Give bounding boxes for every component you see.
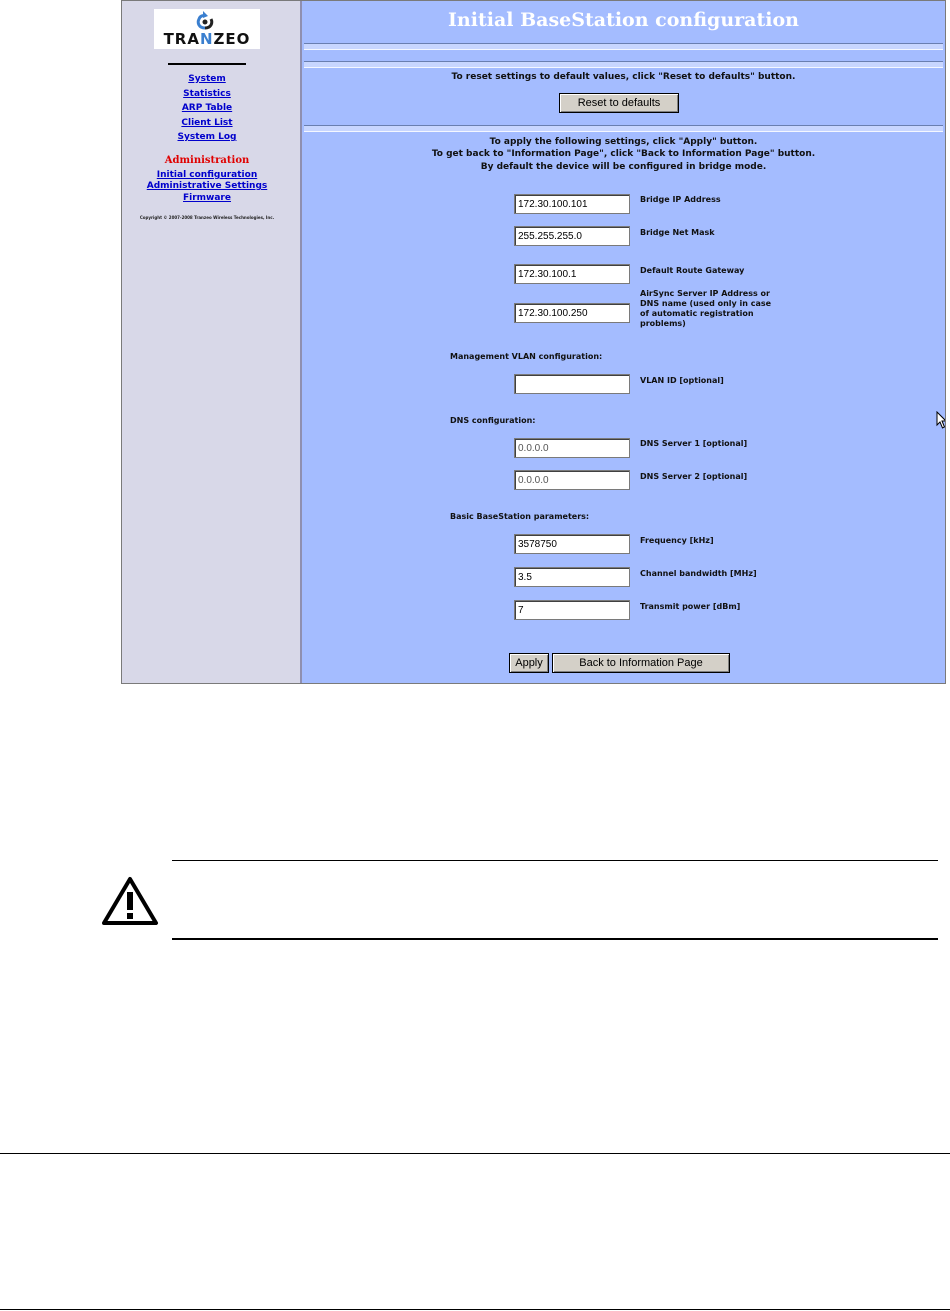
- separator: [304, 125, 943, 132]
- nav-link-initial-configuration[interactable]: Initial configuration: [156, 170, 258, 180]
- frequency-input[interactable]: [514, 534, 630, 554]
- vlan-id-input[interactable]: [514, 374, 630, 394]
- airsync-server-label: AirSync Server IP Address or DNS name (used only in case of automatic registration problems): [640, 289, 772, 328]
- bridge-mask-label: Bridge Net Mask: [640, 228, 715, 237]
- main-panel: [302, 1, 945, 683]
- dns-server-2-input[interactable]: [514, 470, 630, 490]
- copyright-text: Copyright © 2007-2008 Tranzeo Wireless Technologies, Inc.: [139, 215, 275, 220]
- separator: [304, 61, 943, 68]
- channel-bandwidth-input[interactable]: [514, 567, 630, 587]
- warning-triangle-icon: [101, 876, 159, 926]
- gateway-input[interactable]: [514, 264, 630, 284]
- reset-message: To reset settings to default values, click "Reset to defaults" button.: [451, 72, 796, 82]
- tranzeo-logo: [154, 9, 260, 49]
- caution-bottom-rule: [172, 938, 938, 940]
- nav-link-client-list[interactable]: Client List: [181, 118, 233, 128]
- basic-parameters-heading: Basic BaseStation parameters:: [450, 512, 590, 521]
- bridge-ip-label: Bridge IP Address: [640, 195, 721, 204]
- transmit-power-input[interactable]: [514, 600, 630, 620]
- apply-message-1: To apply the following settings, click "Apply" button.: [489, 137, 758, 147]
- dns-server-1-label: DNS Server 1 [optional]: [640, 439, 748, 448]
- nav-link-system[interactable]: System: [188, 74, 226, 84]
- sidebar: [122, 1, 302, 683]
- apply-message-3: By default the device will be configured in bridge mode.: [480, 162, 767, 172]
- nav-link-firmware[interactable]: Firmware: [183, 193, 231, 203]
- logo-text: TRANZEO: [163, 30, 251, 48]
- transmit-power-label: Transmit power [dBm]: [640, 602, 741, 611]
- airsync-server-input[interactable]: [514, 303, 630, 323]
- nav-link-system-log[interactable]: System Log: [177, 132, 237, 142]
- dns-section-heading: DNS configuration:: [450, 416, 536, 425]
- bridge-ip-input[interactable]: [514, 194, 630, 214]
- footer-rule: [0, 1153, 950, 1154]
- mouse-pointer-icon: [936, 411, 946, 429]
- nav-link-arp-table[interactable]: ARP Table: [181, 103, 233, 113]
- channel-bandwidth-label: Channel bandwidth [MHz]: [640, 569, 757, 578]
- logo-mark-icon: [194, 10, 216, 30]
- nav-link-statistics[interactable]: Statistics: [183, 89, 231, 99]
- reset-to-defaults-button[interactable]: Reset to defaults: [559, 93, 679, 113]
- page-title: Initial BaseStation configuration: [448, 9, 799, 31]
- browser-screenshot: [121, 0, 946, 684]
- caution-top-rule: [172, 860, 938, 861]
- frequency-label: Frequency [kHz]: [640, 536, 714, 545]
- separator: [304, 43, 943, 50]
- apply-button[interactable]: Apply: [509, 653, 549, 673]
- apply-message-2: To get back to "Information Page", click "Back to Information Page" button.: [431, 149, 816, 159]
- dns-server-2-label: DNS Server 2 [optional]: [640, 472, 748, 481]
- nav-link-administrative-settings[interactable]: Administrative Settings: [146, 181, 268, 191]
- logo-divider: [168, 63, 246, 65]
- back-to-information-page-button[interactable]: Back to Information Page: [552, 653, 730, 673]
- vlan-section-heading: Management VLAN configuration:: [450, 352, 603, 361]
- dns-server-1-input[interactable]: [514, 438, 630, 458]
- gateway-label: Default Route Gateway: [640, 266, 745, 275]
- bridge-mask-input[interactable]: [514, 226, 630, 246]
- administration-heading: Administration: [164, 155, 250, 166]
- vlan-id-label: VLAN ID [optional]: [640, 376, 724, 385]
- page-bottom-rule: [0, 1309, 950, 1310]
